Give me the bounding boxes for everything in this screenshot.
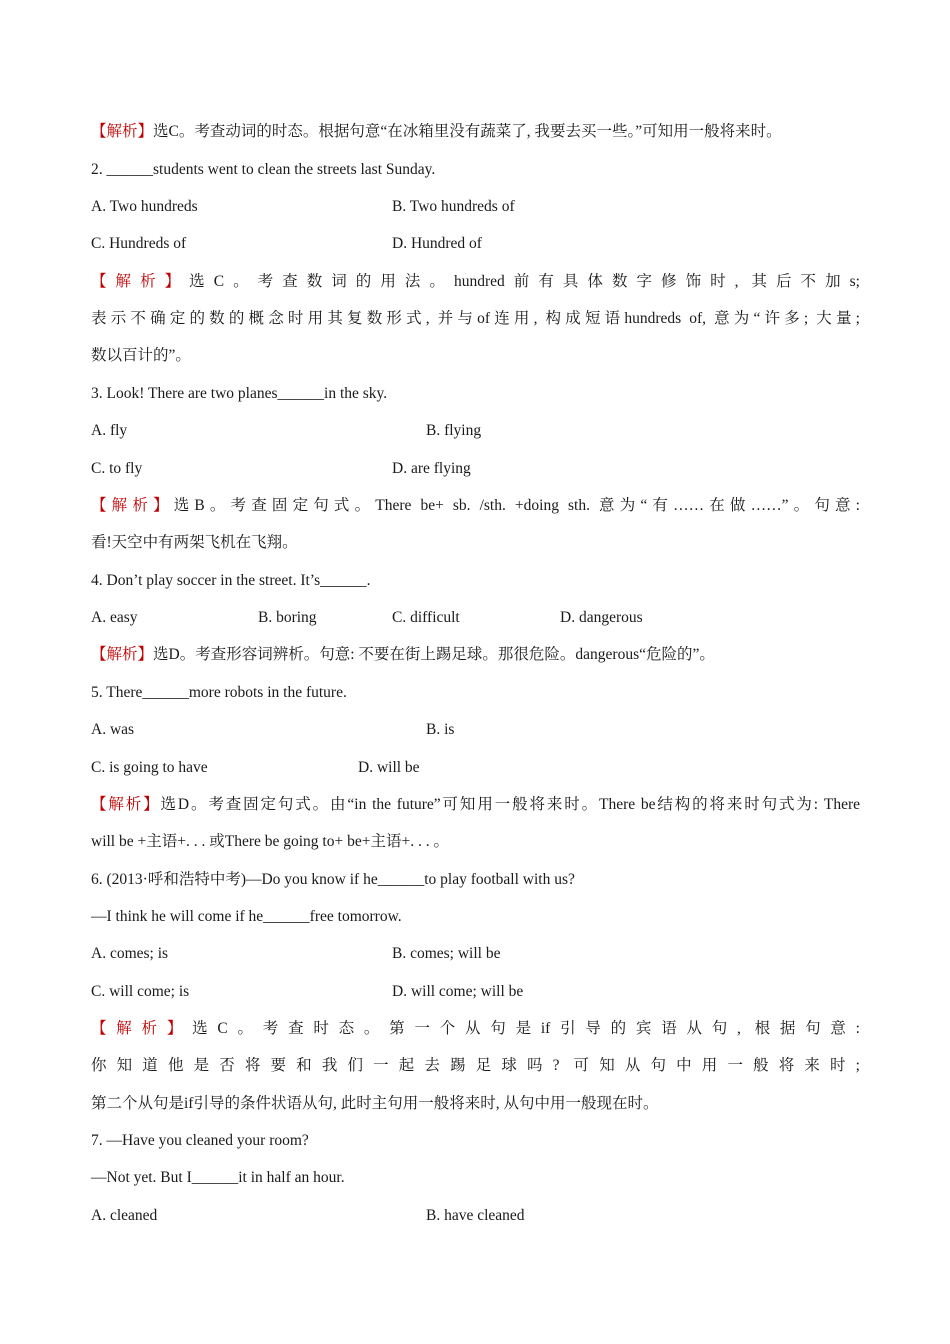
option-5d: D. will be <box>358 759 420 776</box>
option-4d: D. dangerous <box>560 609 643 626</box>
option-5b: B. is <box>426 721 455 738</box>
analysis-6-line-2: 你知道他是否将要和我们一起去踢足球吗? 可知从句中用一般将来时; <box>91 1057 860 1074</box>
question-5: 5. There______more robots in the future. <box>91 684 347 701</box>
analysis-6-line-3: 第二个从句是if引导的条件状语从句, 此时主句用一般将来时, 从句中用一般现在时。 <box>91 1095 659 1112</box>
analysis-tag: 【解析】 <box>91 796 161 813</box>
analysis-3-line-1 <box>91 496 860 516</box>
analysis-text: 选D。考查固定句式。由“in the future”可知用一般将来时。There be结构的将来时句式为: There <box>160 796 860 813</box>
analysis-2-line-1 <box>91 272 860 292</box>
question-4: 4. Don’t play soccer in the street. It’s______. <box>91 572 371 589</box>
analysis-text: 选D。考查形容词辨析。句意: 不要在街上踢足球。那很危险。dangerous“危险的”。 <box>153 646 715 663</box>
option-4a: A. easy <box>91 609 138 626</box>
analysis-1 <box>91 122 860 142</box>
question-6: 6. (2013·呼和浩特中考)—Do you know if he______to play football with us? <box>91 871 575 888</box>
question-2: 2. ______students went to clean the streets last Sunday. <box>91 161 436 178</box>
analysis-2-line-3: 数以百计的”。 <box>91 347 191 364</box>
analysis-5-line-1 <box>91 795 860 815</box>
question-3: 3. Look! There are two planes______in the sky. <box>91 385 388 402</box>
option-3d: D. are flying <box>392 460 471 477</box>
analysis-text: 选C。考查动词的时态。根据句意“在冰箱里没有蔬菜了, 我要去买一些。”可知用一般将来时。 <box>153 123 782 140</box>
analysis-text: 选C。考查时态。第一个从句是if引导的宾语从句, 根据句意: <box>192 1020 860 1037</box>
option-6b: B. comes; will be <box>392 945 501 962</box>
analysis-6-line-1 <box>91 1019 860 1039</box>
analysis-tag: 【解析】 <box>91 646 154 663</box>
option-2a: A. Two hundreds <box>91 198 198 215</box>
analysis-text: 选B。考查固定句式。There be+ sb. /sth. +doing sth. 意为“有……在做……”。句意: <box>173 497 860 514</box>
analysis-4-line-1 <box>91 645 860 665</box>
option-3c: C. to fly <box>91 460 143 477</box>
option-3a: A. fly <box>91 422 128 439</box>
option-5a: A. was <box>91 721 135 738</box>
analysis-tag: 【解析】 <box>91 273 190 290</box>
analysis-tag: 【解析】 <box>91 1020 193 1037</box>
analysis-5-line-2: will be +主语+. . . 或There be going to+ be+主语+. . . 。 <box>91 833 449 850</box>
analysis-2-line-2: 表示不确定的数的概念时用其复数形式, 并与of连用, 构成短语hundreds of, 意为“许多; 大量; <box>91 310 860 327</box>
analysis-tag: 【解析】 <box>91 123 154 140</box>
option-6d: D. will come; will be <box>392 983 524 1000</box>
option-3b: B. flying <box>426 422 482 439</box>
option-2b: B. Two hundreds of <box>392 198 515 215</box>
option-4c: C. difficult <box>392 609 460 626</box>
option-6a: A. comes; is <box>91 945 169 962</box>
question-7-reply: —Not yet. But I______it in half an hour. <box>91 1169 345 1186</box>
analysis-tag: 【解析】 <box>91 497 174 514</box>
option-7b: B. have cleaned <box>426 1207 525 1224</box>
option-7a: A. cleaned <box>91 1207 158 1224</box>
question-6-reply: —I think he will come if he______free tomorrow. <box>91 908 402 925</box>
option-6c: C. will come; is <box>91 983 190 1000</box>
analysis-3-line-2: 看!天空中有两架飞机在飞翔。 <box>91 534 298 551</box>
question-7: 7. —Have you cleaned your room? <box>91 1132 309 1149</box>
option-4b: B. boring <box>258 609 317 626</box>
option-2c: C. Hundreds of <box>91 235 187 252</box>
option-2d: D. Hundred of <box>392 235 482 252</box>
option-5c: C. is going to have <box>91 759 208 776</box>
analysis-text: 选C。考查数词的用法。hundred前有具体数字修饰时, 其后不加s; <box>189 273 860 290</box>
